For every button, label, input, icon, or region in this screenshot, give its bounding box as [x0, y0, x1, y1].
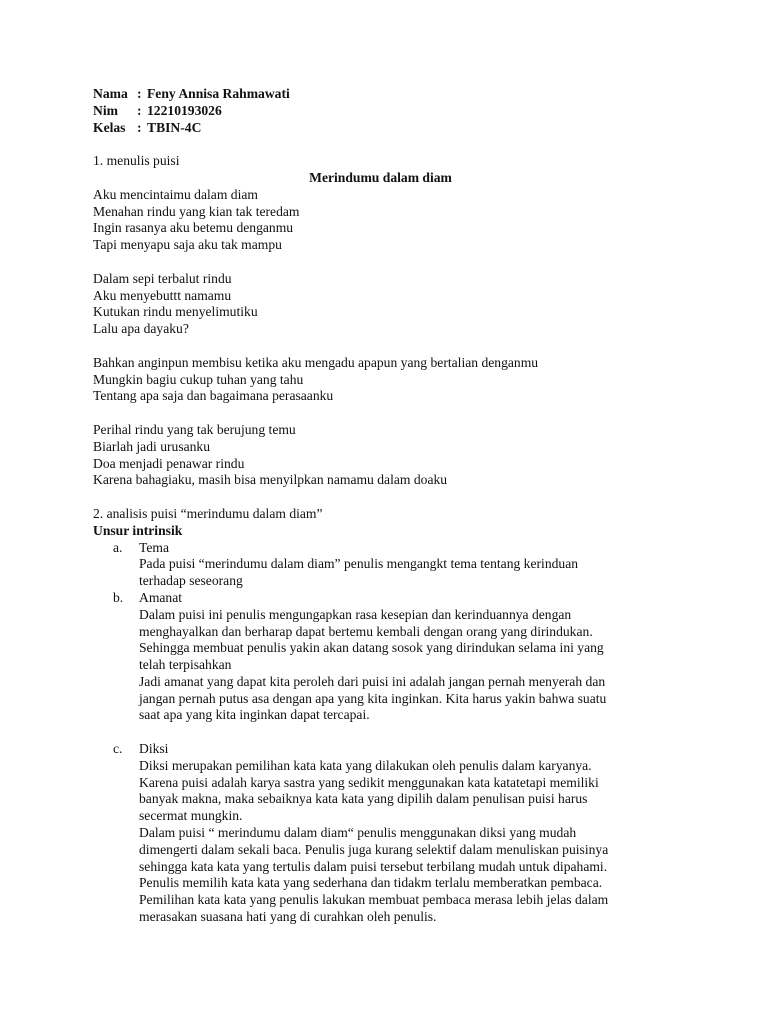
- body-line: terhadap seseorang: [139, 573, 243, 589]
- poem-stanza-1: [93, 187, 728, 254]
- header-nim: [93, 103, 728, 120]
- body-line: Karena puisi adalah karya sastra yang sedikit menggunakan kata katatetapi memiliki: [139, 774, 599, 790]
- poem-line: Aku mencintaimu dalam diam: [93, 186, 258, 202]
- body-line: banyak makna, maka sebaiknya kata kata yang dipilih dalam penulisan puisi harus: [139, 791, 588, 807]
- nama-value: Feny Annisa Rahmawati: [147, 86, 290, 101]
- poem-line: Dalam sepi terbalut rindu: [93, 270, 232, 286]
- body-line: Pada puisi “merindumu dalam diam” penulis mengangkt tema tentang kerinduan: [139, 556, 579, 572]
- body-line: Sehingga membuat penulis yakin akan datang sosok yang dirindukan selama ini yang: [139, 640, 604, 656]
- nim-label: Nim: [93, 102, 118, 118]
- poem-stanza-3: [93, 355, 728, 405]
- kelas-value: TBIN-4C: [147, 119, 202, 135]
- nim-colon: :: [137, 102, 142, 118]
- list-item-body: [93, 758, 728, 926]
- section2-heading: 2. analisis puisi “merindumu dalam diam”: [93, 505, 323, 521]
- poem-line: Aku menyebuttt namamu: [93, 287, 232, 303]
- poem-line: Kutukan rindu menyelimutiku: [93, 304, 258, 320]
- poem-line: Bahkan anginpun membisu ketika aku mengadu apapun yang bertalian denganmu: [93, 354, 539, 370]
- poem-line: Biarlah jadi urusanku: [93, 438, 211, 454]
- poem-title: Merindumu dalam diam: [309, 169, 452, 185]
- poem-line: Tentang apa saja dan bagaimana perasaanku: [93, 388, 334, 404]
- body-line: Dalam puisi “ merindumu dalam diam“ penulis menggunakan diksi yang mudah: [139, 825, 577, 841]
- poem-line: Tapi menyapu saja aku tak mampu: [93, 237, 282, 253]
- list-item-diksi: [93, 741, 728, 758]
- poem-stanza-4: [93, 422, 728, 489]
- nim-value: 12210193026: [147, 102, 222, 118]
- poem-line: Lalu apa dayaku?: [93, 321, 189, 337]
- list-item-label: Amanat: [139, 589, 183, 605]
- body-line: Dalam puisi ini penulis mengungapkan rasa kesepian dan kerinduannya dengan: [139, 606, 572, 622]
- nama-colon: :: [137, 86, 142, 101]
- header-kelas: [93, 120, 728, 137]
- section2-subheading: Unsur intrinsik: [93, 522, 183, 538]
- body-line: dimengerti dalam sekali baca. Penulis juga kurang selektif dalam menuliskan puisinya: [139, 841, 609, 857]
- body-line: Pemilihan kata kata yang penulis lakukan membuat pembaca merasa lebih jelas dalam: [139, 892, 609, 908]
- list-marker: c.: [113, 741, 123, 757]
- poem-stanza-2: [93, 271, 728, 338]
- list-item-amanat: [93, 590, 728, 607]
- list-item-body: [93, 607, 728, 725]
- body-line: merasakan suasana hati yang di curahkan oleh penulis.: [139, 909, 437, 925]
- poem-line: Doa menjadi penawar rindu: [93, 455, 245, 471]
- list-item-label: Diksi: [139, 741, 169, 757]
- poem-line: Karena bahagiaku, masih bisa menyilpkan namamu dalam doaku: [93, 472, 448, 488]
- poem-line: Ingin rasanya aku betemu denganmu: [93, 220, 294, 236]
- body-line: sehingga kata kata yang tertulis dalam puisi tersebut terbilang mudah untuk dipahami.: [139, 858, 608, 874]
- body-line: secermat mungkin.: [139, 808, 243, 824]
- kelas-colon: :: [137, 119, 142, 135]
- poem-line: Mungkin bagiu cukup tuhan yang tahu: [93, 371, 304, 387]
- body-line: menghayalkan dan berharap dapat bertemu kembali dengan orang yang dirindukan.: [139, 623, 593, 639]
- list-item-label: Tema: [139, 539, 169, 555]
- poem-line: Perihal rindu yang tak berujung temu: [93, 421, 296, 437]
- list-item-body: [93, 556, 728, 590]
- list-marker: a.: [113, 539, 123, 555]
- body-line: jangan pernah putus asa dengan apa yang kita inginkan. Kita harus yakin bahwa suatu: [139, 690, 607, 706]
- list-marker: b.: [113, 589, 124, 605]
- nama-label: Nama: [93, 86, 128, 101]
- list-item-tema: [93, 540, 728, 557]
- body-line: Diksi merupakan pemilihan kata kata yang dilakukan oleh penulis dalam karyanya.: [139, 757, 592, 773]
- header-nama: [93, 86, 728, 103]
- kelas-label: Kelas: [93, 119, 126, 135]
- body-line: saat apa yang kita inginkan dapat tercapai.: [139, 707, 370, 723]
- poem-line: Menahan rindu yang kian tak teredam: [93, 203, 300, 219]
- body-line: telah terpisahkan: [139, 657, 232, 673]
- body-line: Jadi amanat yang dapat kita peroleh dari puisi ini adalah jangan pernah menyerah dan: [139, 673, 606, 689]
- body-line: Penulis memilih kata kata yang sederhana dan tidakm terlalu memberatkan pembaca.: [139, 875, 603, 891]
- section1-heading: 1. menulis puisi: [93, 153, 180, 169]
